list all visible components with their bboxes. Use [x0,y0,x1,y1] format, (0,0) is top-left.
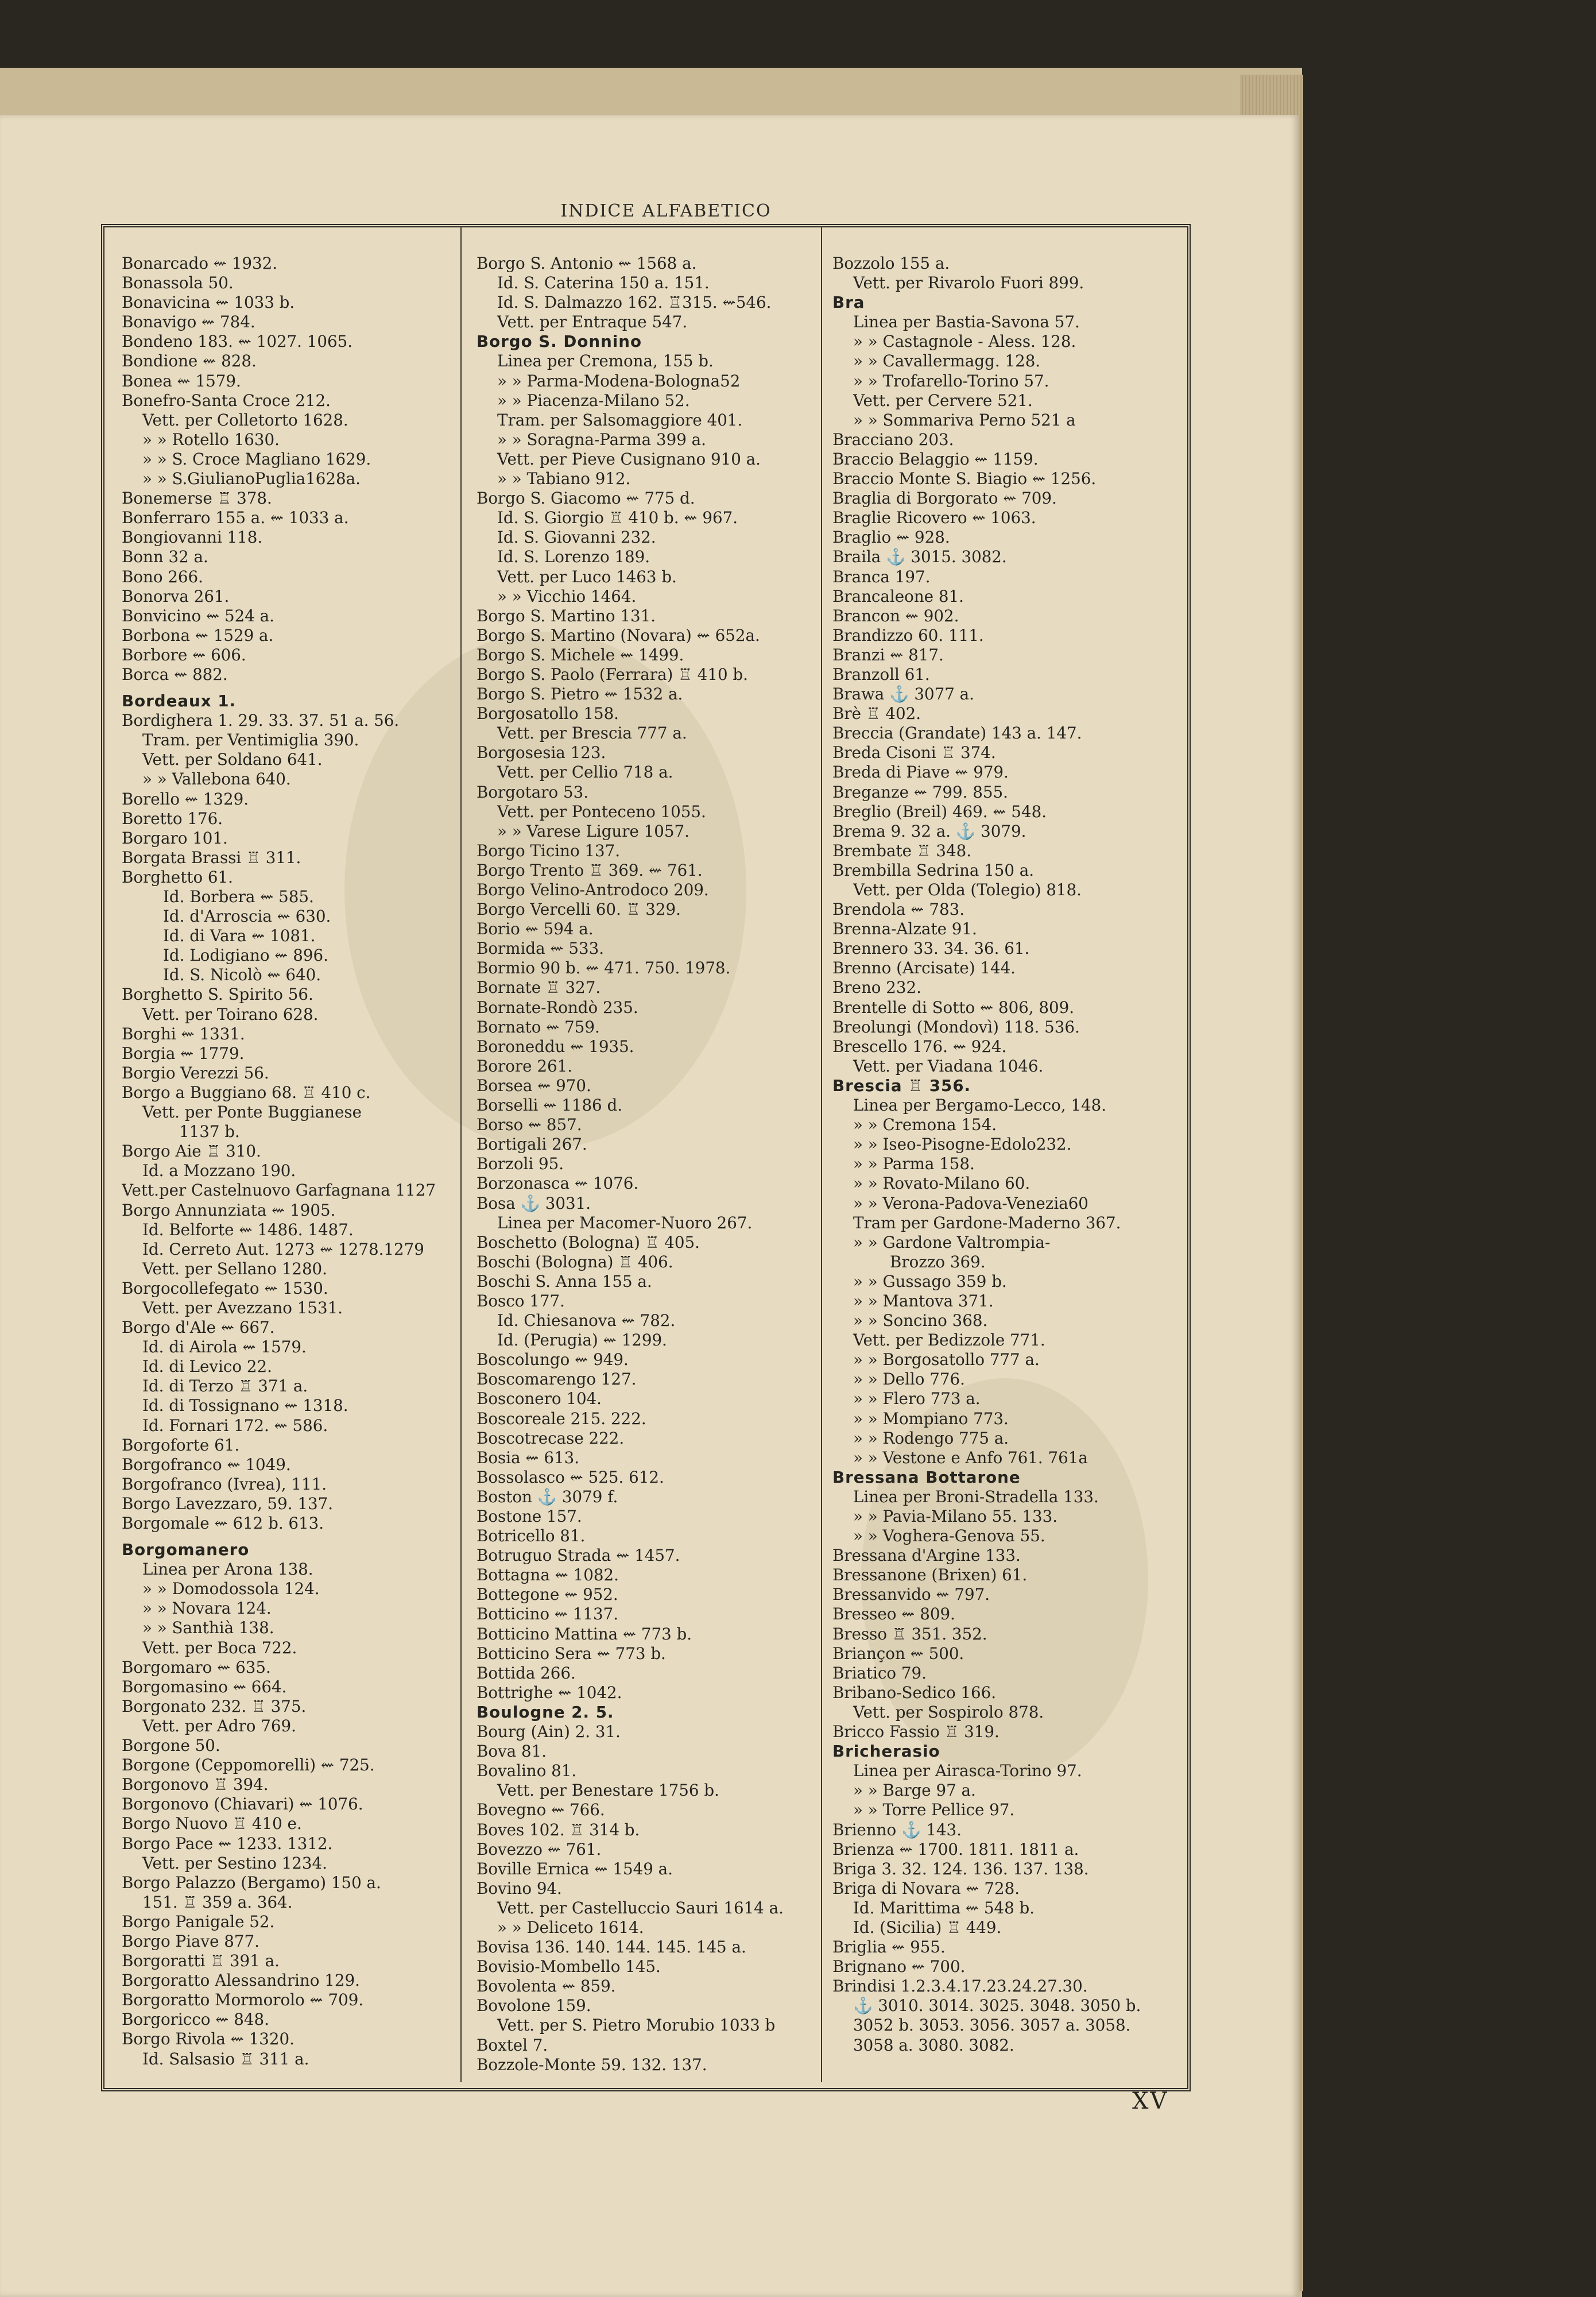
index-entry: Bornato ⇜ 759. [477,1017,600,1037]
index-entry: Borgo Piave 877. [122,1931,259,1951]
index-entry: Vett. per Olda (Tolegio) 818. [853,880,1082,899]
index-entry: Linea per Broni-Stradella 133. [853,1487,1099,1506]
index-entry: Borello ⇜ 1329. [122,789,249,809]
index-entry: » » Vicchio 1464. [497,586,637,606]
index-entry: Bosa ⚓ 3031. [477,1193,591,1213]
index-entry: Id. a Mozzano 190. [142,1161,296,1181]
index-entry: Linea per Airasca-Torino 97. [853,1761,1082,1781]
index-entry: Bottida 266. [477,1663,576,1683]
index-entry: » » Soragna-Parma 399 a. [497,430,706,449]
index-entry: » » Mompiano 773. [853,1409,1009,1428]
index-entry: Breolungi (Mondovì) 118. 536. [832,1017,1080,1037]
index-entry: Bonvicino ⇜ 524 a. [122,606,274,625]
index-entry: Brennero 33. 34. 36. 61. [832,939,1030,958]
index-entry: Braglia di Borgorato ⇜ 709. [832,489,1057,508]
index-entry: Bono 266. [122,567,203,586]
index-entry: Borgosatollo 158. [477,704,619,724]
index-entry: Brescello 176. ⇜ 924. [832,1037,1007,1056]
index-entry: » » Rovato-Milano 60. [853,1174,1031,1193]
index-entry: Borso ⇜ 857. [477,1115,582,1135]
index-entry: Vett. per Cellio 718 a. [497,763,673,782]
index-entry: Bottrighe ⇜ 1042. [477,1683,622,1702]
index-entry: Borgo Pace ⇜ 1233. 1312. [122,1834,333,1853]
index-entry: Vett. per Viadana 1046. [853,1056,1044,1076]
index-entry: Breno 232. [832,978,921,997]
index-entry: Borgo Nuovo ♖ 410 e. [122,1814,302,1834]
index-entry: Vett. per Colletorto 1628. [142,410,348,430]
index-entry: Borgone 50. [122,1736,220,1755]
index-entry: Brembate ♖ 348. [832,841,972,860]
index-entry: Borselli ⇜ 1186 d. [477,1096,623,1115]
index-entry: » » Borgosatollo 777 a. [853,1350,1040,1370]
index-entry: Id. Borbera ⇜ 585. [163,887,314,906]
index-entry: Braccio Monte S. Biagio ⇜ 1256. [832,469,1097,489]
index-entry: Id. S. Caterina 150 a. 151. [497,273,710,293]
index-entry: Bonavicina ⇜ 1033 b. [122,293,295,312]
index-entry: Id. di Vara ⇜ 1081. [163,926,316,946]
index-entry: Vett. per Bedizzole 771. [853,1331,1045,1350]
index-entry: Borgo S. Giacomo ⇜ 775 d. [477,489,695,508]
index-entry: Borgoricco ⇜ 848. [122,2010,269,2029]
index-entry: Borgofranco ⇜ 1049. [122,1455,291,1474]
index-entry: Vett. per Sellano 1280. [142,1259,327,1278]
index-entry: Borgio Verezzi 56. [122,1063,269,1082]
index-entry: Borca ⇜ 882. [122,664,228,684]
index-entry: Borgo S. Antonio ⇜ 1568 a. [477,254,697,273]
index-entry: Brenna-Alzate 91. [832,919,977,939]
index-heading: Borgomanero [122,1540,250,1560]
index-entry: Bracciano 203. [832,430,954,449]
index-entry: » » Cremona 154. [853,1115,997,1135]
index-entry: Linea per Bergamo-Lecco, 148. [853,1096,1107,1115]
index-entry: Bormida ⇜ 533. [477,939,605,958]
index-entry: » » S. Croce Magliano 1629. [142,449,371,469]
index-entry: Borgomaro ⇜ 635. [122,1657,271,1677]
index-entry: Boscoreale 215. 222. [477,1409,646,1428]
index-entry: Boston ⚓ 3079 f. [477,1487,618,1506]
index-entry: Id. Chiesanova ⇜ 782. [497,1311,676,1331]
index-entry: Vett. per Sestino 1234. [142,1853,327,1873]
index-entry: Borghi ⇜ 1331. [122,1024,245,1043]
index-heading: Boulogne 2. 5. [477,1702,614,1722]
index-entry: 3052 b. 3053. 3056. 3057 a. 3058. [853,2016,1131,2035]
index-entry: Borzonasca ⇜ 1076. [477,1174,639,1193]
index-entry: Borgo S. Michele ⇜ 1499. [477,645,684,664]
index-entry: Id. S. Dalmazzo 162. ♖315. ⇜546. [497,293,772,312]
index-entry: Vett. per Adro 769. [142,1716,296,1735]
index-entry: Vett. per Benestare 1756 b. [497,1781,719,1800]
index-entry: Borgo d'Ale ⇜ 667. [122,1318,275,1337]
index-entry: Id. (Sicilia) ♖ 449. [853,1917,1002,1937]
index-entry: » » S.GiulianoPuglia1628a. [142,469,361,489]
index-entry: Borgoratto Mormorolo ⇜ 709. [122,1990,364,2010]
index-entry: Borgone (Ceppomorelli) ⇜ 725. [122,1755,375,1775]
index-entry: Id. S. Giorgio ♖ 410 b. ⇜ 967. [497,508,738,528]
index-entry: Borsea ⇜ 970. [477,1076,591,1095]
index-entry: Borzoli 95. [477,1154,564,1174]
index-entry: Id. di Airola ⇜ 1579. [142,1337,307,1357]
index-entry: Borgo Trento ♖ 369. ⇜ 761. [477,860,703,880]
page-number: XV [1132,2088,1169,2114]
column-rule [460,226,462,2082]
index-entry: Borgoratto Alessandrino 129. [122,1971,360,1990]
index-entry: Id. Cerreto Aut. 1273 ⇜ 1278.1279 [142,1239,424,1259]
index-entry: Vett. per Brescia 777 a. [497,724,687,743]
index-entry: Branzi ⇜ 817. [832,645,944,664]
index-entry: Borgia ⇜ 1779. [122,1043,245,1063]
index-entry: Borgotaro 53. [477,782,589,802]
index-entry: Id. di Tossignano ⇜ 1318. [142,1396,348,1416]
index-entry: Braila ⚓ 3015. 3082. [832,547,1007,567]
index-entry: Borgo Annunziata ⇜ 1905. [122,1200,336,1220]
index-entry: Vett. per Luco 1463 b. [497,567,677,586]
index-entry: Brenno (Arcisate) 144. [832,958,1016,978]
index-entry: Bormio 90 b. ⇜ 471. 750. 1978. [477,958,731,978]
index-entry: » » Flero 773 a. [853,1389,981,1409]
index-entry: Bonferraro 155 a. ⇜ 1033 a. [122,508,349,528]
index-entry: Vett. per Soldano 641. [142,750,323,769]
index-entry: Breda di Piave ⇜ 979. [832,763,1009,782]
index-entry: Brandizzo 60. 111. [832,625,984,645]
index-entry: Bondione ⇜ 828. [122,351,257,371]
index-entry: » » Parma 158. [853,1154,975,1174]
index-entry: Vett. per Toirano 628. [142,1004,319,1024]
index-entry: » » Iseo-Pisogne-Edolo232. [853,1135,1072,1154]
index-entry: » » Verona-Padova-Venezia60 [853,1193,1088,1213]
index-entry: Breccia (Grandate) 143 a. 147. [832,724,1082,743]
index-entry: Boville Ernica ⇜ 1549 a. [477,1859,673,1878]
index-entry: Linea per Cremona, 155 b. [497,351,714,371]
index-entry: » » Gardone Valtrompia- [853,1232,1051,1252]
index-entry: Brentelle di Sotto ⇜ 806, 809. [832,997,1075,1017]
index-entry: Bonefro-Santa Croce 212. [122,390,331,410]
index-entry: » » Mantova 371. [853,1291,994,1310]
index-entry: Bresseo ⇜ 809. [832,1604,955,1624]
index-entry: Id. Belforte ⇜ 1486. 1487. [142,1220,354,1239]
column-rule [821,226,822,2082]
index-entry: » » Torre Pellice 97. [853,1800,1015,1820]
index-entry: Id. S. Giovanni 232. [497,528,656,547]
index-entry: Bourg (Ain) 2. 31. [477,1722,621,1742]
index-entry: Brancon ⇜ 902. [832,606,959,625]
index-entry: Borgo Rivola ⇜ 1320. [122,2029,295,2049]
index-entry: Vett. per Boca 722. [142,1638,297,1657]
index-entry: Id. Salsasio ♖ 311 a. [142,2049,309,2068]
index-entry: » » Voghera-Genova 55. [853,1526,1045,1546]
index-entry: Borgoratti ♖ 391 a. [122,1951,280,1971]
index-entry: Borgo Velino-Antrodoco 209. [477,880,709,899]
index-entry: Bribano-Sedico 166. [832,1683,997,1702]
index-entry: Brema 9. 32 a. ⚓ 3079. [832,821,1026,841]
index-entry: Boscolungo ⇜ 949. [477,1350,629,1370]
index-entry: Vett. per Ponte Buggianese [142,1103,362,1122]
index-entry: Bozzolo 155 a. [832,254,950,273]
index-entry: Briançon ⇜ 500. [832,1644,964,1663]
index-entry: 3058 a. 3080. 3082. [853,2035,1014,2055]
index-entry: Brindisi 1.2.3.4.17.23.24.27.30. [832,1977,1088,1996]
index-entry: Briga di Novara ⇜ 728. [832,1878,1020,1898]
index-entry: Linea per Macomer-Nuoro 267. [497,1213,753,1232]
index-entry: Linea per Bastia-Savona 57. [853,312,1080,332]
index-entry: Borgo S. Paolo (Ferrara) ♖ 410 b. [477,664,748,684]
index-entry: Borgonato 232. ♖ 375. [122,1696,307,1716]
index-entry: Botruguo Strada ⇜ 1457. [477,1546,680,1565]
index-entry: Brancaleone 81. [832,586,964,606]
index-entry: Botticino ⇜ 1137. [477,1604,619,1624]
index-entry: Bovolone 159. [477,1996,591,2016]
index-entry: » » Santhià 138. [142,1618,274,1638]
index-entry: » » Piacenza-Milano 52. [497,390,690,410]
index-entry: Borgo S. Pietro ⇜ 1532 a. [477,685,683,704]
index-entry: Vett. per Ponteceno 1055. [497,802,706,821]
index-entry: Borgofranco (Ivrea), 111. [122,1474,327,1494]
index-entry: Vett. per Entraque 547. [497,312,688,332]
index-entry: Vett. per Cervere 521. [853,390,1033,410]
index-entry: Bovalino 81. [477,1761,577,1781]
index-entry: Id. d'Arroscia ⇜ 630. [163,907,331,926]
index-entry: » » Tabiano 912. [497,469,631,489]
index-entry: Bonavigo ⇜ 784. [122,312,255,332]
index-entry: Bozzole-Monte 59. 132. 137. [477,2055,707,2074]
index-entry: » » Parma-Modena-Bologna52 [497,371,741,390]
index-entry: Bovolenta ⇜ 859. [477,1977,616,1996]
index-entry: Bovisa 136. 140. 144. 145. 145 a. [477,1938,746,1957]
index-entry: Bova 81. [477,1742,547,1761]
index-entry: Braccio Belaggio ⇜ 1159. [832,449,1039,469]
index-entry: » » Cavallermagg. 128. [853,351,1041,371]
index-entry: Bosconero 104. [477,1389,602,1409]
index-entry: » » Soncino 368. [853,1311,988,1331]
index-entry: Bostone 157. [477,1507,582,1526]
index-entry: Vett. per Rivarolo Fuori 899. [853,273,1084,293]
index-entry: Borgo Vercelli 60. ♖ 329. [477,900,681,919]
index-entry: Id. S. Lorenzo 189. [497,547,650,567]
index-entry: Bonea ⇜ 1579. [122,371,241,390]
index-entry: Bressanvido ⇜ 797. [832,1585,990,1604]
index-entry: » » Rodengo 775 a. [853,1428,1009,1448]
index-entry: Briglia ⇜ 955. [832,1938,946,1957]
index-entry: Borio ⇜ 594 a. [477,919,594,939]
index-entry: Bovezzo ⇜ 761. [477,1839,602,1859]
index-entry: Boscomarengo 127. [477,1370,637,1389]
index-entry: Bonarcado ⇜ 1932. [122,254,278,273]
index-entry: » » Trofarello-Torino 57. [853,371,1049,390]
index-entry: Boves 102. ♖ 314 b. [477,1820,640,1839]
index-entry: Id. (Perugia) ⇜ 1299. [497,1331,667,1350]
index-entry: Borgonovo (Chiavari) ⇜ 1076. [122,1795,363,1814]
index-entry: Borbore ⇜ 606. [122,645,246,664]
index-entry: Id. Lodigiano ⇜ 896. [163,946,328,965]
index-entry: Bornate-Rondò 235. [477,997,638,1017]
index-heading: Bricherasio [832,1742,940,1761]
index-entry: Borgo Ticino 137. [477,841,621,860]
index-entry: Id. Marittima ⇜ 548 b. [853,1898,1035,1917]
index-entry: » » Dello 776. [853,1370,965,1389]
index-entry: » » Pavia-Milano 55. 133. [853,1507,1058,1526]
index-entry: Vett. per S. Pietro Morubio 1033 b [497,2016,776,2035]
index-entry: Id. di Levico 22. [142,1357,272,1376]
index-entry: Bosia ⇜ 613. [477,1448,580,1467]
index-entry: Bressanone (Brixen) 61. [832,1565,1028,1585]
index-entry: Bonassola 50. [122,273,234,293]
index-entry: » » Domodossola 124. [142,1579,320,1599]
index-entry: Botticino Sera ⇜ 773 b. [477,1644,666,1663]
index-entry: Borore 261. [477,1056,572,1076]
index-entry: Boschi (Bologna) ♖ 406. [477,1252,673,1271]
index-entry: Bottegone ⇜ 952. [477,1585,618,1604]
index-entry: Bovisio-Mombello 145. [477,1957,661,1977]
index-entry: Boroneddu ⇜ 1935. [477,1037,634,1056]
index-entry: Bressana d'Argine 133. [832,1546,1021,1565]
index-entry: Bortigali 267. [477,1135,587,1154]
index-entry: Breglio (Breil) 469. ⇜ 548. [832,802,1047,821]
index-entry: Borgo Panigale 52. [122,1912,275,1931]
index-entry: Brendola ⇜ 783. [832,900,965,919]
index-entry: Brawa ⚓ 3077 a. [832,685,974,704]
index-entry: » » Vestone e Anfo 761. 761a [853,1448,1088,1467]
index-entry: Bossolasco ⇜ 525. 612. [477,1467,664,1487]
index-entry: Bongiovanni 118. [122,528,263,547]
index-entry: Bottagna ⇜ 1082. [477,1565,619,1585]
index-entry: Brienza ⇜ 1700. 1811. 1811 a. [832,1839,1079,1859]
index-heading: Bressana Bottarone [832,1467,1021,1487]
index-entry: Bovino 94. [477,1878,562,1898]
index-entry: Bricco Fassio ♖ 319. [832,1722,1000,1742]
index-entry: » » Barge 97 a. [853,1781,976,1800]
index-entry: Branzoll 61. [832,664,930,684]
index-heading: Bordeaux 1. [122,691,237,711]
index-entry: 151. ♖ 359 a. 364. [142,1892,293,1912]
index-entry: Borgo S. Martino (Novara) ⇜ 652a. [477,625,760,645]
index-entry: Braglio ⇜ 928. [832,528,950,547]
index-entry: Bordighera 1. 29. 33. 37. 51 a. 56. [122,711,400,730]
index-entry: Borghetto 61. [122,867,233,887]
index-entry: Tram. per Ventimiglia 390. [142,730,359,750]
index-entry: ⚓ 3010. 3014. 3025. 3048. 3050 b. [853,1996,1141,2016]
index-entry: » » Novara 124. [142,1599,272,1618]
index-column-2 [477,254,815,2075]
index-entry: Borbona ⇜ 1529 a. [122,625,274,645]
index-entry: Tram per Gardone-Maderno 367. [853,1213,1121,1232]
index-entry: » » Sommariva Perno 521 a [853,410,1076,430]
index-entry: Breda Cisoni ♖ 374. [832,743,996,763]
index-entry: Borgonovo ♖ 394. [122,1775,269,1795]
index-entry: Bondeno 183. ⇜ 1027. 1065. [122,332,353,351]
index-entry: Botricello 81. [477,1526,586,1546]
index-entry: Breganze ⇜ 799. 855. [832,782,1008,802]
index-entry: Vett. per Pieve Cusignano 910 a. [497,449,761,469]
index-entry: » » Deliceto 1614. [497,1917,644,1937]
index-entry: Borgocollefegato ⇜ 1530. [122,1278,328,1298]
index-entry: Briga 3. 32. 124. 136. 137. 138. [832,1859,1089,1878]
index-entry: Braglie Ricovero ⇜ 1063. [832,508,1036,528]
index-entry: Bovegno ⇜ 766. [477,1800,605,1820]
index-column-1 [122,254,455,2069]
index-entry: Branca 197. [832,567,931,586]
index-entry: Vett. per Sospirolo 878. [853,1702,1044,1722]
index-entry: Tram. per Salsomaggiore 401. [497,410,743,430]
index-entry: Bonorva 261. [122,586,230,606]
index-entry: Boscotrecase 222. [477,1428,625,1448]
index-entry: Borgoforte 61. [122,1435,240,1455]
index-entry: Borgo Lavezzaro, 59. 137. [122,1494,334,1513]
index-entry: Boxtel 7. [477,2035,548,2055]
index-entry: Brozzo 369. [890,1252,986,1271]
index-entry: Borgo Palazzo (Bergamo) 150 a. [122,1873,381,1892]
index-heading: Bra [832,293,865,312]
index-entry: Borghetto S. Spirito 56. [122,985,313,1004]
index-entry: Boretto 176. [122,809,223,828]
index-entry: » » Gussago 359 b. [853,1271,1007,1291]
index-entry: Vett. per Castelluccio Sauri 1614 a. [497,1898,784,1917]
index-entry: Borgata Brassi ♖ 311. [122,848,301,867]
index-entry: Bosco 177. [477,1291,565,1310]
index-entry: Borgaro 101. [122,828,228,848]
index-entry: Id. Fornari 172. ⇜ 586. [142,1416,328,1435]
index-entry: » » Varese Ligure 1057. [497,821,689,841]
index-entry: Brè ♖ 402. [832,704,921,724]
index-entry: Brembilla Sedrina 150 a. [832,860,1035,880]
index-entry: Boschi S. Anna 155 a. [477,1271,652,1291]
index-entry: Vett. per Avezzano 1531. [142,1298,343,1317]
index-entry: Id. S. Nicolò ⇜ 640. [163,965,321,985]
index-entry: Bornate ♖ 327. [477,978,601,997]
index-entry: » » Castagnole - Aless. 128. [853,332,1076,351]
index-entry: Bonemerse ♖ 378. [122,489,272,508]
page-title: INDICE ALFABETICO [560,201,772,221]
index-entry: Borgomale ⇜ 612 b. 613. [122,1514,324,1533]
index-entry: Borgosesia 123. [477,743,606,763]
index-heading: Brescia ♖ 356. [832,1076,971,1095]
index-entry: Borgo Aie ♖ 310. [122,1142,261,1161]
index-entry: Id. di Terzo ♖ 371 a. [142,1376,308,1396]
index-column-3 [832,254,1177,2055]
index-entry: » » Vallebona 640. [142,769,291,789]
index-entry: Bonn 32 a. [122,547,208,567]
index-entry: Boschetto (Bologna) ♖ 405. [477,1232,700,1252]
index-entry: Linea per Arona 138. [142,1560,313,1579]
index-entry: Borgo a Buggiano 68. ♖ 410 c. [122,1082,371,1102]
index-entry: 1137 b. [179,1122,240,1142]
index-entry: Botticino Mattina ⇜ 773 b. [477,1624,692,1644]
index-entry: » » Rotello 1630. [142,430,280,449]
index-entry: Borgo S. Martino 131. [477,606,656,625]
index-heading: Borgo S. Donnino [477,332,642,351]
index-entry: Brienno ⚓ 143. [832,1820,962,1839]
index-entry: Bresso ♖ 351. 352. [832,1624,987,1644]
index-entry: Vett.per Castelnuovo Garfagnana 1127 [122,1181,436,1200]
index-entry: Borgomasino ⇜ 664. [122,1677,287,1696]
index-entry: Brignano ⇜ 700. [832,1957,966,1977]
index-entry: Briatico 79. [832,1663,927,1683]
